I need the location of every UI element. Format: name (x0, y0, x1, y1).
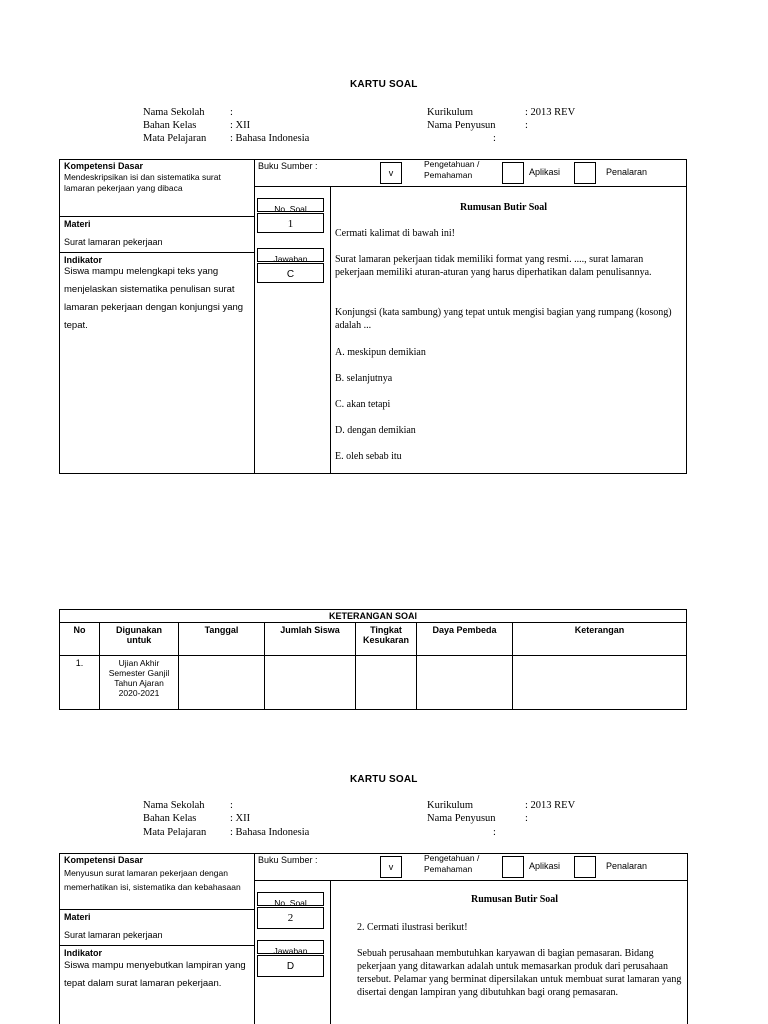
penyusun-label: Nama Penyusun (427, 813, 496, 824)
header-jumlah-siswa: Jumlah Siswa (265, 623, 356, 656)
card-title: KARTU SOAL (350, 774, 418, 785)
checkbox-penalaran[interactable] (574, 162, 596, 184)
cell-tingkat-kesukaran (356, 656, 417, 710)
level-penalaran: Penalaran (606, 861, 648, 871)
option-c: C. akan tetapi (335, 399, 391, 410)
nama-sekolah-label: Nama Sekolah (143, 800, 205, 811)
option-e: E. oleh sebab itu (335, 451, 402, 462)
cell-jumlah-siswa (265, 656, 356, 710)
option-a: A. meskipun demikian (335, 347, 426, 358)
header-tingkat-kesukaran: Tingkat Kesukaran (356, 623, 417, 656)
buku-sumber: Buku Sumber : (258, 855, 318, 865)
card-title: KARTU SOAL (350, 79, 418, 90)
checkbox-pengetahuan[interactable] (380, 856, 402, 878)
kurikulum-label: Kurikulum (427, 107, 474, 118)
no-soal-value-box (257, 907, 324, 929)
jawaban-label-box (257, 940, 324, 954)
mapel-label: Mata Pelajaran (143, 133, 207, 144)
penyusun-value: : (525, 120, 528, 131)
buku-sumber: Buku Sumber : (258, 161, 318, 171)
question-intro: Cermati kalimat di bawah ini! (335, 228, 455, 239)
rumusan-title: Rumusan Butir Soal (471, 894, 559, 905)
no-soal-label-box (257, 198, 324, 212)
penyusun-label: Nama Penyusun (427, 120, 496, 131)
question-paragraph-1: Sebuah perusahaan membutuhkan karyawan di bagian pemasaran. Bidang pekerjaan yang ditawarkan adalah untuk memasarkan produk dari perusahaan tersebut. Pelamar yang berminat dipersilakan untuk membuat surat lamaran yang disertai dengan lampiran yang dibutuhkan bagi orang pemasaran. (357, 948, 682, 998)
nama-sekolah-value: : (230, 107, 233, 118)
level-penalaran: Penalaran (606, 167, 648, 177)
indikator-text: Siswa mampu menyebutkan lampiran yang tepat dalam surat lamaran pekerjaan. (64, 960, 246, 989)
cell-tanggal (179, 656, 265, 710)
bahan-kelas-value: : XII (230, 120, 251, 131)
no-soal-value: 1 (287, 218, 294, 230)
cell-no: 1. (60, 656, 100, 710)
jawaban-value-box (257, 955, 324, 977)
no-soal-value-box (257, 213, 324, 233)
cell-keterangan (513, 656, 687, 710)
kurikulum-value: : 2013 REV (525, 800, 576, 811)
option-b: B. selanjutnya (335, 373, 393, 384)
jawaban-value: C (286, 269, 295, 280)
kd-label: Kompetensi Dasar (64, 855, 144, 865)
extra-colon: : (493, 827, 496, 838)
header-digunakan: Digunakan untuk (100, 623, 179, 656)
indikator-label: Indikator (64, 948, 103, 958)
cell-digunakan: Ujian Akhir Semester Ganjil Tahun Ajaran 2020-2021 (100, 656, 179, 710)
bahan-kelas-label: Bahan Kelas (143, 813, 197, 824)
bahan-kelas-value: : XII (230, 813, 251, 824)
table-row (60, 656, 687, 710)
nama-sekolah-value: : (230, 800, 233, 811)
jawaban-label-box (257, 248, 324, 262)
indikator-label: Indikator (64, 255, 103, 265)
nama-sekolah-label: Nama Sekolah (143, 107, 205, 118)
bahan-kelas-label: Bahan Kelas (143, 120, 197, 131)
question-paragraph-2: Konjungsi (kata sambung) yang tepat untuk mengisi bagian yang rumpang (kosong) adalah ... (335, 307, 672, 331)
kd-text: Menyusun surat lamaran pekerjaan dengan memerhatikan isi, sistematika dan kebahasaan (64, 868, 241, 892)
extra-colon: : (493, 133, 496, 144)
jawaban-label: Jawaban (273, 946, 308, 956)
cell-daya-pembeda (417, 656, 513, 710)
mapel-value: : Bahasa Indonesia (230, 133, 310, 144)
materi-label: Materi (64, 912, 91, 922)
mapel-value: : Bahasa Indonesia (230, 827, 310, 838)
indikator-text: Siswa mampu melengkapi teks yang menjelaskan sistematika penulisan surat lamaran pekerjaan dengan konjungsi yang tepat. (64, 266, 244, 331)
checkbox-aplikasi[interactable] (502, 856, 524, 878)
level-aplikasi: Aplikasi (529, 861, 561, 871)
level-aplikasi: Aplikasi (529, 167, 561, 177)
checkbox-pengetahuan[interactable] (380, 162, 402, 184)
question-paragraph-1: Surat lamaran pekerjaan tidak memiliki format yang resmi. ...., surat lamaran pekerjaan memiliki aturan-aturan yang harus diperhatikan dalam penulisannya. (335, 254, 652, 278)
kd-text: Mendeskripsikan isi dan sistematika surat lamaran pekerjaan yang dibaca (64, 172, 221, 193)
materi-text: Surat lamaran pekerjaan (64, 930, 163, 940)
level-pengetahuan: Pengetahuan / Pemahaman (424, 159, 480, 180)
question-intro: 2. Cermati ilustrasi berikut! (357, 922, 468, 933)
header-no: No (60, 623, 100, 656)
jawaban-value: D (286, 961, 295, 972)
keterangan-table (59, 609, 687, 710)
option-d: D. dengan demikian (335, 425, 416, 436)
keterangan-title: KETERANGAN SOAl (60, 610, 687, 623)
kurikulum-label: Kurikulum (427, 800, 474, 811)
mapel-label: Mata Pelajaran (143, 827, 207, 838)
no-soal-label-box (257, 892, 324, 906)
level-pengetahuan: Pengetahuan / Pemahaman (424, 853, 480, 874)
header-daya-pembeda: Daya Pembeda (417, 623, 513, 656)
jawaban-value-box (257, 263, 324, 283)
no-soal-label: No. Soal (274, 204, 307, 214)
materi-label: Materi (64, 219, 91, 229)
header-tanggal: Tanggal (179, 623, 265, 656)
kd-label: Kompetensi Dasar (64, 161, 144, 171)
no-soal-value: 2 (287, 912, 294, 924)
check-mark: v (388, 168, 394, 178)
header-keterangan: Keterangan (513, 623, 687, 656)
kurikulum-value: : 2013 REV (525, 107, 576, 118)
check-mark: v (388, 862, 394, 872)
checkbox-aplikasi[interactable] (502, 162, 524, 184)
jawaban-label: Jawaban (273, 254, 308, 264)
no-soal-label: No. Soal (274, 898, 307, 908)
materi-text: Surat lamaran pekerjaan (64, 237, 163, 247)
rumusan-title: Rumusan Butir Soal (460, 202, 548, 213)
checkbox-penalaran[interactable] (574, 856, 596, 878)
penyusun-value: : (525, 813, 528, 824)
